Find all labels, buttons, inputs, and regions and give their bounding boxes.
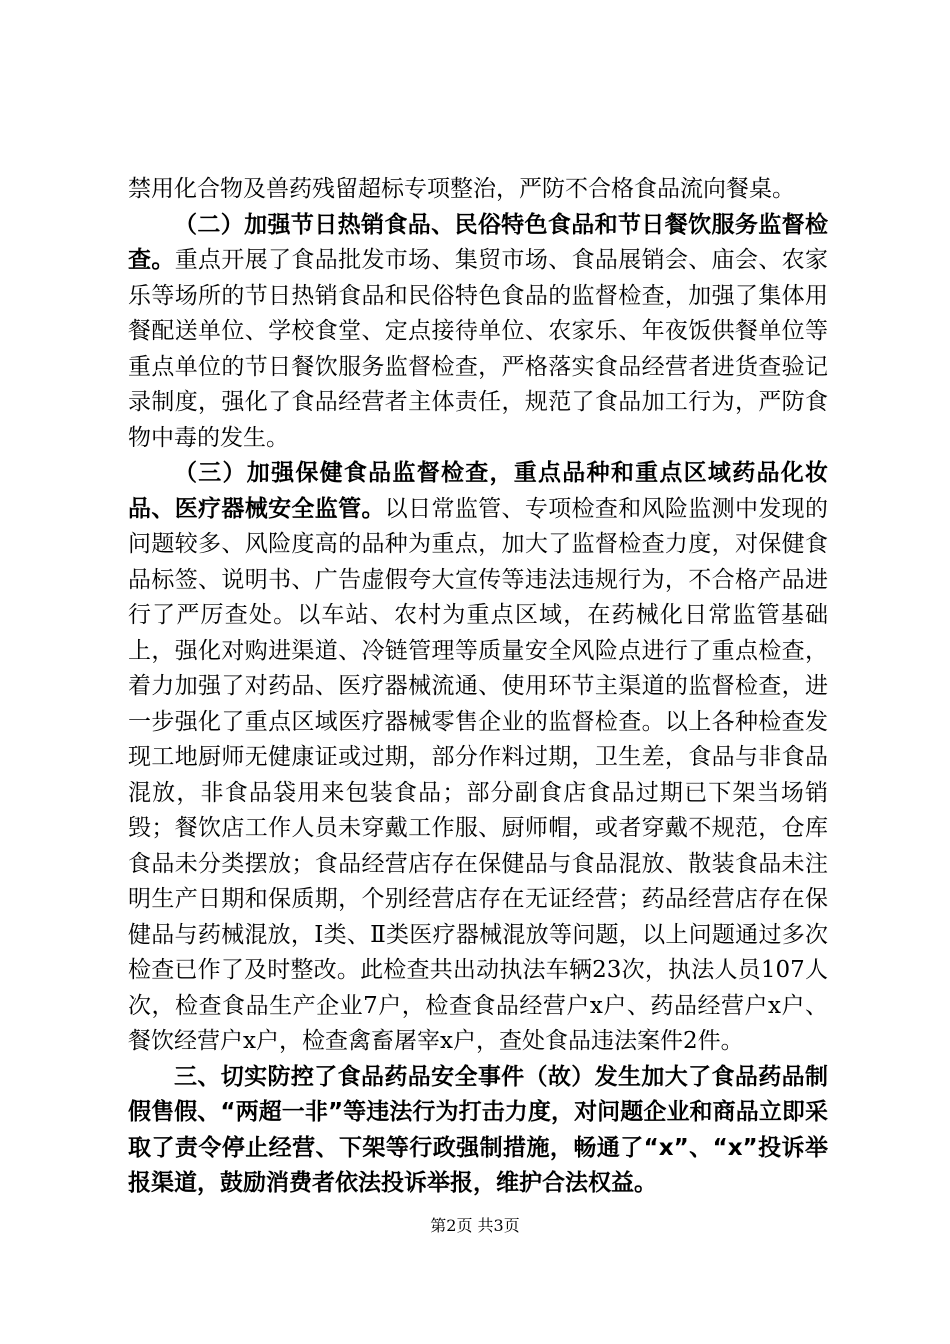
paragraph-text: 禁用化合物及兽药残留超标专项整治，严防不合格食品流向餐桌。 <box>128 176 795 202</box>
paragraph-part-3 <box>128 1060 828 1202</box>
document-body <box>128 172 828 1202</box>
paragraph-section-2 <box>128 208 828 457</box>
paragraph-text: 以日常监管、专项检查和风险监测中发现的问题较多、风险度高的品种为重点，加大了监督检查力度，对保健食品标签、说明书、广告虚假夸大宣传等违法违规行为，不合格产品进行了严厉查处。以车站、农村为重点区域，在药械化日常监管基础上，强化对购进渠道、冷链管理等质量安全风险点进行了重点检查，着力加强了对药品、医疗器械流通、使用环节主渠道的监督检查，进一步强化了重点区域医疗器械零售企业的监督检查。以上各种检查发现工地厨师无健康证或过期，部分作料过期，卫生差，食品与非食品混放，非食品袋用来包装食品；部分副食店食品过期已下架当场销毁；餐饮店工作人员未穿戴工作服、厨师帽，或者穿戴不规范，仓库食品未分类摆放；食品经营店存在保健品与食品混放、散装食品未注明生产日期和保质期，个别经营店存在无证经营；药品经营店存在保健品与药械混放，Ⅰ类、Ⅱ类医疗器械混放等问题，以上问题通过多次检查已作了及时整改。此检查共出动执法车辆23次，执法人员107人次，检查食品生产企业7户，检查食品经营户x户、药品经营户x户、餐饮经营户x户，检查禽畜屠宰x户，查处食品违法案件2件。 <box>128 495 829 1054</box>
paragraph-continuation <box>128 172 828 208</box>
section-heading: （三）加强保健食品监督检查，重点品种和重点区域药品化妆品、医疗器械安全监管。 <box>128 460 828 522</box>
section-heading: 三、切实防控了食品药品安全事件（故）发生加大了食品药品制假售假、“两超一非”等违法行为打击力度，对问题企业和商品立即采取了责令停止经营、下架等行政强制措施，畅通了“x”、“x”投诉举报渠道，鼓励消费者依法投诉举报，维护合法权益。 <box>128 1063 828 1196</box>
page-number: 第2页 共3页 <box>430 1216 520 1235</box>
page-footer <box>0 1216 950 1236</box>
section-heading: （二）加强节日热销食品、民俗特色食品和节日餐饮服务监督检查。 <box>128 211 828 273</box>
paragraph-text: 重点开展了食品批发市场、集贸市场、食品展销会、庙会、农家乐等场所的节日热销食品和民俗特色食品的监督检查，加强了集体用餐配送单位、学校食堂、定点接待单位、农家乐、年夜饭供餐单位等重点单位的节日餐饮服务监督检查，严格落实食品经营者进货查验记录制度，强化了食品经营者主体责任，规范了食品加工行为，严防食物中毒的发生。 <box>128 247 829 451</box>
paragraph-section-3 <box>128 456 828 1060</box>
